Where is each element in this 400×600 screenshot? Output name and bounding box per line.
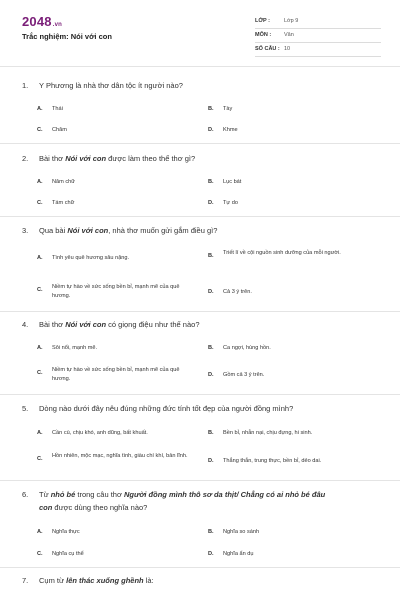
question-text: Bài thơ Nói với con được làm theo thể thơ gì?	[39, 154, 196, 163]
question-number: 3.	[22, 226, 29, 235]
question-divider	[0, 143, 400, 144]
question-number: 7.	[22, 576, 29, 585]
header-divider	[0, 66, 400, 67]
meta-count-row	[255, 42, 381, 57]
meta-subject-row	[255, 28, 381, 43]
question-number: 4.	[22, 320, 29, 329]
question-divider	[0, 394, 400, 395]
meta-key: MÔN :	[255, 32, 272, 38]
question-number: 5.	[22, 404, 29, 413]
question-number: 1.	[22, 81, 29, 90]
question-6-continued: con được dùng theo nghĩa nào?	[39, 503, 148, 512]
meta-class-row	[255, 14, 381, 29]
meta-key: LỚP :	[255, 18, 270, 24]
question-divider	[0, 567, 400, 568]
question-text: Cụm từ lên thác xuống ghềnh là:	[39, 576, 154, 585]
quiz-header	[0, 0, 400, 66]
question-text: Qua bài Nói với con, nhà thơ muốn gửi gắm điều gì?	[39, 226, 218, 235]
question-number: 2.	[22, 154, 29, 163]
question-text: Từ nhỏ bé trong câu thơ Người đồng mình thô sơ da thịt/ Chẳng có ai nhỏ bé đâu	[39, 490, 326, 499]
meta-value: Văn	[284, 32, 294, 38]
quiz-page: 2048.vn Trắc nghiệm: Nói với con LỚP : Lớp 9 MÔN : Văn SỐ CÂU : 10 1. Y Phương là nhà thơ dân tộc ít người nào? A. Thái B. Tày C. Chăm D. Khme 2. Bài thơ Nói với con được làm theo thể thơ gì? A. Năm chữ B. Lục bát C. Tám chữ D. Tự do 3. Qua bài Nói với con, nhà thơ muốn gửi gắm điều gì? A. Tình yêu quê hương sâu nặng. B. Triết lí về cội nguồn sinh dưỡng của mỗi người. C. Niềm tự hào về sức sống bền bỉ, mạnh mẽ của quê hương. D. Cả 3 ý trên. 4. Bài thơ Nói với con có giọng điệu như thế nào? A. Sôi nổi, mạnh mẽ. B. Ca ngợi, hùng hồn. C. Niềm tự hào về sức sống bền bỉ, mạnh mẽ của quê hương. D. Gồm cả 3 ý trên. 5. Dòng nào dưới đây nêu đúng những đức tính tốt đẹp của người đồng mình? A. Cần cù, chịu khó, anh dũng, bất khuất. B. Bền bỉ, nhẫn nại, chịu đựng, hi sinh. C. Hồn nhiên, mộc mạc, nghĩa tình, giàu chí khí, bản lĩnh. D. Thẳng thắn, trung thực, bền bỉ, dẻo dai. 6. Từ nhỏ bé trong câu thơ Người đồng mình thô sơ da thịt/ Chẳng có ai nhỏ bé đâu con được dùng theo nghĩa nào? A. Nghĩa thực B. Nghĩa so sánh C. Nghĩa cụ thể D. Nghĩa ẩn dụ 7. Cụm từ lên thác xuống ghềnh là:	[0, 0, 400, 600]
question-number: 6.	[22, 490, 29, 499]
question-divider	[0, 216, 400, 217]
question-divider	[0, 311, 400, 312]
question-divider	[0, 480, 400, 481]
page-title: Trắc nghiệm: Nói với con	[22, 32, 112, 41]
question-text: Y Phương là nhà thơ dân tộc ít người nào?	[39, 81, 183, 90]
question-text: Dòng nào dưới đây nêu đúng những đức tính tốt đẹp của người đồng mình?	[39, 404, 294, 413]
meta-value: Lớp 9	[284, 18, 299, 24]
meta-value: 10	[284, 46, 291, 52]
meta-key: SỐ CÂU :	[255, 46, 280, 52]
question-text: Bài thơ Nói với con có giọng điệu như thế nào?	[39, 320, 200, 329]
site-logo[interactable]: 2048.vn	[22, 14, 63, 29]
